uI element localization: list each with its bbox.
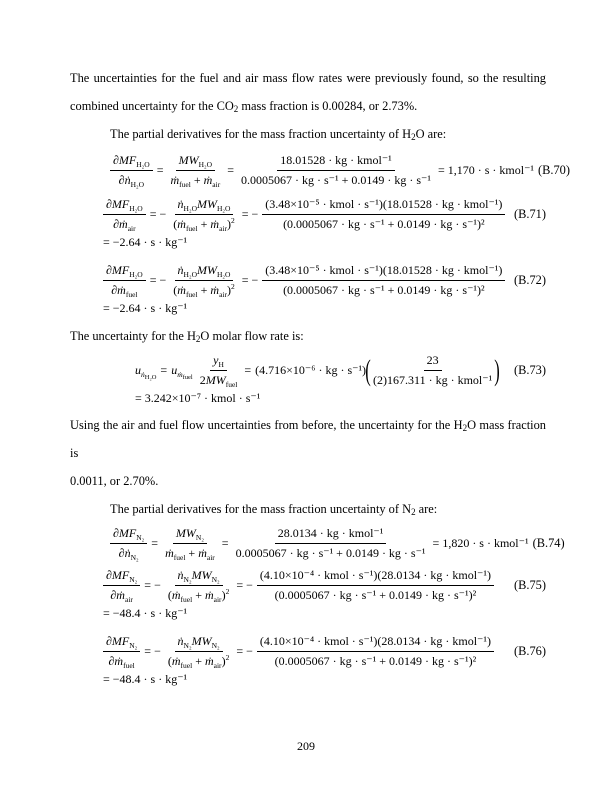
equation-result: = 3.242×10⁻⁷ · kmol · s⁻¹ [135, 391, 261, 405]
denominator [165, 586, 232, 603]
u-h2o-term [135, 363, 157, 381]
numerator [103, 263, 146, 281]
variable-ndot: ṅ [177, 197, 184, 211]
page-number: 209 [297, 739, 315, 753]
subscript-air: air [213, 661, 222, 670]
subscript-fuel: fuel [173, 553, 186, 562]
variable-ndot: ṅ [177, 634, 184, 648]
denominator: (0.0005067 · kg · s⁻¹ + 0.0149 · kg · s⁻¹)² [274, 654, 477, 668]
equation-b72 [70, 263, 546, 316]
page-content [70, 64, 571, 687]
variable-dMF: ∂MF [106, 263, 130, 277]
equation-body: $u_{ṅ_{H_2O}}$ = $u_{ṁ_{fuel}}$ $\frac{y_H}{2MW_{fuel}}$ = (4.716×10⁻⁶ · kg · s⁻¹) ( $\frac{23}{\text{(2)167.311 · kg · kmol⁻¹}}$ ) [135, 353, 500, 389]
variable-MW: MW [197, 197, 217, 211]
equals-minus-sign: = − [144, 644, 161, 658]
numerator [103, 634, 140, 652]
equation-label: (B.74) [532, 536, 565, 550]
equation-b74 [70, 526, 565, 562]
text-run: The partial derivatives for the mass fraction uncertainty of N [110, 502, 412, 516]
variable-mdot: ṁ [203, 173, 213, 187]
text-run: Using the air and fuel flow uncertainties from before, the uncertainty for the H [70, 418, 463, 432]
fraction-symbolic [165, 634, 232, 669]
variable-mdot: ṁ [204, 654, 214, 668]
fraction-lhs [110, 526, 147, 561]
variable-dmdot: ∂ṁ [113, 217, 128, 231]
numerator: (3.48×10⁻⁵ · kmol · s⁻¹)(18.01528 · kg · kmol⁻¹) [262, 263, 505, 281]
subscript-air: air [219, 224, 227, 233]
fraction-numeric [257, 634, 494, 669]
paren: ( [167, 588, 172, 602]
equation-body [110, 153, 538, 188]
equals-sign: = [156, 163, 164, 177]
denominator [170, 215, 237, 232]
fraction-numeric [262, 263, 505, 298]
fraction-symbolic [170, 263, 237, 298]
equals-sign: = [244, 363, 252, 377]
variable-dmdot: ∂ṁ [110, 588, 125, 602]
fraction-lhs [103, 634, 140, 669]
subscript-h2o: H₂O [144, 374, 157, 381]
denominator [110, 215, 139, 232]
denominator [106, 652, 138, 669]
subscript-n2: N₂ [129, 641, 138, 650]
variable-dMF: ∂MF [106, 634, 130, 648]
text-run: O molar flow rate is: [200, 329, 304, 343]
variable-mdot: ṁ [177, 370, 183, 379]
subscript-fuel: fuel [180, 661, 193, 670]
plus-sign: + [188, 546, 196, 560]
variable-MW: MW [205, 373, 226, 387]
numerator: (3.48×10⁻⁵ · kmol · s⁻¹)(18.01528 · kg · kmol⁻¹) [262, 197, 505, 215]
subscript-h2o: H₂O [136, 160, 150, 169]
paren: ( [173, 283, 178, 297]
plus-sign: + [193, 173, 201, 187]
subscript: 2 [411, 132, 416, 142]
equals-minus-sign: = − [236, 644, 253, 658]
plus-sign: + [195, 654, 202, 668]
u-fuel-term [171, 363, 193, 381]
numeric-factor: (4.716×10⁻⁶ · kg · s⁻¹) [255, 363, 367, 377]
numerator: (4.10×10⁻⁴ · kmol · s⁻¹)(28.0134 · kg · kmol⁻¹) [257, 634, 494, 652]
equals-minus-sign: = − [241, 273, 259, 287]
variable-ndot: ṅ [177, 568, 184, 582]
denominator [107, 586, 136, 603]
numerator: 23 [424, 353, 442, 371]
equation-body [103, 197, 505, 232]
fraction-symbolic [165, 568, 232, 603]
subscript-h2o: H₂O [129, 270, 143, 279]
fraction-numeric [257, 568, 494, 603]
numerator [175, 634, 223, 652]
subscript: 2 [411, 507, 416, 517]
denominator: (0.0005067 · kg · s⁻¹ + 0.0149 · kg · s⁻¹)² [283, 283, 485, 297]
equation-result-inline: = 1,170 · s · kmol⁻¹ [437, 163, 534, 177]
subscript-h2o: H₂O [217, 270, 231, 279]
subscript-h2o: H₂O [130, 180, 145, 189]
paren: ) [226, 217, 231, 231]
equation-row [70, 568, 546, 603]
variable-mdot: ṁ [170, 173, 180, 187]
denominator: 0.0005067 · kg · s⁻¹ + 0.0149 · kg · s⁻¹ [241, 173, 431, 187]
paragraph-h2o-mass-fraction-line1 [70, 411, 546, 467]
fraction-symbolic [162, 526, 218, 561]
numerator: 18.01528 · kg · kmol⁻¹ [277, 153, 395, 171]
numerator [173, 526, 207, 544]
text-run: combined uncertainty for the CO [70, 99, 234, 113]
paragraph-co2-uncertainty-line1: The uncertainties for the fuel and air mass flow rates were previously found, so the resulting [70, 71, 546, 85]
subscript-air: air [213, 595, 222, 604]
text-run: are: [415, 502, 438, 516]
subscript-n2: N₂ [129, 575, 138, 584]
variable-dndot: ∂ṅ [118, 546, 131, 560]
numerator [210, 353, 227, 371]
equals-sign: = [221, 536, 229, 550]
equation-label: (B.70) [538, 163, 571, 177]
variable-ndot: ṅ [177, 263, 184, 277]
subscript-fuel: fuel [225, 380, 238, 389]
equals-sign: = [160, 363, 168, 377]
subscript-H: H [218, 360, 224, 369]
variable-mdot: ṁ [171, 588, 181, 602]
equation-row [70, 526, 565, 562]
numerator [103, 197, 146, 215]
variable-mdot: ṁ [198, 546, 207, 560]
paren: ) [221, 588, 226, 602]
equation-row [70, 153, 571, 189]
subscript-fuel: fuel [180, 595, 193, 604]
variable-MW: MW [191, 568, 212, 582]
subscript-n2: N₂ [211, 641, 220, 650]
fraction-numeric [238, 153, 434, 188]
fraction-lhs [103, 568, 140, 603]
numerator [176, 153, 215, 171]
equals-minus-sign: = − [241, 207, 259, 221]
variable-mdot: ṁ [210, 217, 220, 231]
paragraph-h2o-partials-intro [70, 120, 546, 148]
coefficient-2: 2 [199, 373, 206, 387]
numerator [175, 197, 234, 215]
equation-result: = −48.4 · s · kg⁻¹ [103, 672, 188, 686]
fraction-lhs [103, 263, 146, 298]
subscript-ndot-h2o [141, 370, 156, 379]
subscript-h2o: H₂O [129, 204, 143, 213]
numerator: (4.10×10⁻⁴ · kmol · s⁻¹)(28.0134 · kg · kmol⁻¹) [257, 568, 494, 586]
equation-row [70, 634, 546, 669]
equals-sign: = [227, 163, 234, 177]
variable-MW: MW [191, 634, 212, 648]
paren: ( [167, 654, 172, 668]
numerator [110, 526, 147, 544]
variable-dmdot: ∂ṁ [108, 654, 124, 668]
equals-minus-sign: = − [236, 578, 253, 592]
equation-result: = −2.64 · s · kg⁻¹ [103, 235, 188, 249]
equation-b76 [70, 634, 546, 687]
variable-dMF: ∂MF [106, 197, 130, 211]
fraction-numeric [370, 353, 495, 388]
subscript-fuel: fuel [179, 180, 191, 189]
numerator: 28.0134 · kg · kmol⁻¹ [275, 526, 387, 544]
numerator [175, 263, 234, 281]
equation-row [70, 263, 546, 298]
fraction-numeric [233, 526, 429, 561]
variable-dMF: ∂MF [113, 153, 137, 167]
denominator [108, 281, 140, 298]
variable-mdot: ṁ [210, 283, 220, 297]
plus-sign: + [195, 588, 202, 602]
denominator [168, 171, 224, 188]
equation-b73 [70, 353, 546, 406]
fraction-numeric [262, 197, 505, 232]
variable-mdot: ṁ [204, 588, 214, 602]
subscript-fuel: fuel [185, 224, 198, 233]
denominator: (0.0005067 · kg · s⁻¹ + 0.0149 · kg · s⁻¹)² [274, 588, 477, 602]
paragraph-h2o-molar-intro [70, 324, 546, 348]
subscript-fuel: fuel [125, 290, 138, 299]
denominator [165, 652, 232, 669]
equation-result: = −48.4 · s · kg⁻¹ [103, 606, 188, 620]
variable-MW: MW [175, 526, 196, 540]
subscript-h2o: H₂O [183, 204, 197, 213]
subscript-mdot-fuel [177, 370, 193, 379]
subscript-fuel: fuel [182, 374, 193, 381]
equation-label: (B.75) [513, 578, 546, 592]
paren: ) [221, 654, 226, 668]
subscript-air: air [206, 553, 215, 562]
equation-row [70, 353, 546, 388]
subscript-air: air [127, 224, 136, 233]
equals-minus-sign: = − [144, 578, 161, 592]
subscript-fuel: fuel [185, 290, 198, 299]
equation-body [103, 263, 505, 298]
equals-minus-sign: = − [149, 273, 167, 287]
equation-b70 [70, 153, 571, 189]
subscript: 2 [195, 334, 201, 344]
paragraph-co2-uncertainty-line2 [70, 92, 546, 120]
denominator: 0.0005067 · kg · s⁻¹ + 0.0149 · kg · s⁻¹ [235, 546, 426, 560]
equation-body [110, 526, 533, 561]
subscript-h2o: H₂O [198, 160, 213, 169]
denominator [162, 544, 218, 561]
equation-result-inline: = 1,820 · s · kmol⁻¹ [432, 536, 529, 550]
subscript-h2o: H₂O [217, 204, 231, 213]
denominator [170, 281, 237, 298]
text-run: The partial derivatives for the mass fraction uncertainty of H [110, 127, 412, 141]
equation-b75 [70, 568, 546, 621]
subscript-n2: N₂ [130, 553, 139, 562]
numerator [175, 568, 223, 586]
plus-sign: + [200, 283, 208, 297]
equals-sign: = [151, 536, 159, 550]
variable-y: y [213, 353, 219, 367]
plus-sign: + [200, 217, 208, 231]
variable-dmdot: ∂ṁ [111, 283, 126, 297]
equation-result: = −2.64 · s · kg⁻¹ [103, 301, 188, 315]
equation-body [103, 568, 494, 603]
text-run: O are: [415, 127, 447, 141]
fraction-symbolic [168, 153, 224, 188]
subscript-n2: N₂ [136, 533, 145, 542]
denominator: (2)167.311 · kg · kmol⁻¹ [373, 373, 493, 387]
fraction-symbolic [170, 197, 237, 232]
exponent-2: 2 [230, 216, 235, 225]
equation-row [70, 197, 546, 232]
subscript-n2: N₂ [183, 641, 192, 650]
variable-MW: MW [178, 153, 199, 167]
denominator [116, 171, 147, 188]
variable-mdot: ṁ [177, 217, 186, 231]
subscript-air: air [212, 180, 221, 189]
equals-minus-sign: = − [149, 207, 167, 221]
paragraph-n2-partials-intro [70, 495, 546, 523]
fraction-lhs [103, 197, 146, 232]
equation-label: (B.72) [513, 273, 546, 287]
subscript: 2 [233, 104, 239, 114]
denominator: (0.0005067 · kg · s⁻¹ + 0.0149 · kg · s⁻¹)² [283, 217, 485, 231]
exponent-2: 2 [225, 653, 230, 662]
variable-dMF: ∂MF [106, 568, 130, 582]
variable-dndot: ∂ṅ [118, 173, 131, 187]
text-run: O mass fraction is [70, 418, 547, 460]
equation-b71 [70, 197, 546, 250]
variable-ndot: ṅ [141, 370, 145, 379]
text-run: The uncertainty for the H [70, 329, 196, 343]
variable-mdot: ṁ [171, 654, 181, 668]
subscript-air: air [124, 595, 133, 604]
fraction-lhs [110, 153, 153, 188]
numerator [103, 568, 140, 586]
equation-label: (B.71) [513, 207, 546, 221]
denominator [116, 544, 142, 561]
variable-u: u [171, 363, 178, 377]
numerator [110, 153, 153, 171]
paren: ( [173, 217, 178, 231]
subscript-n2: N₂ [211, 575, 220, 584]
variable-dMF: ∂MF [113, 526, 137, 540]
paragraph-h2o-mass-fraction-line2: 0.0011, or 2.70%. [70, 474, 159, 488]
exponent-2: 2 [230, 282, 235, 291]
equation-label: (B.73) [513, 363, 546, 377]
variable-mdot: ṁ [177, 283, 186, 297]
subscript-h2o: H₂O [183, 270, 197, 279]
equation-label: (B.76) [513, 644, 546, 658]
variable-u: u [135, 363, 141, 377]
subscript-air: air [219, 290, 227, 299]
variable-mdot: ṁ [165, 546, 174, 560]
denominator [197, 371, 241, 388]
subscript-n2: N₂ [183, 575, 192, 584]
paren: ) [226, 283, 231, 297]
text-run: mass fraction is 0.00284, or 2.73%. [238, 99, 418, 113]
fraction-yh [197, 353, 241, 388]
subscript-n2: N₂ [195, 533, 204, 542]
subscript: 2 [462, 423, 468, 433]
subscript-fuel: fuel [123, 661, 135, 670]
exponent-2: 2 [225, 587, 230, 596]
equation-body [103, 634, 494, 669]
variable-MW: MW [197, 263, 217, 277]
